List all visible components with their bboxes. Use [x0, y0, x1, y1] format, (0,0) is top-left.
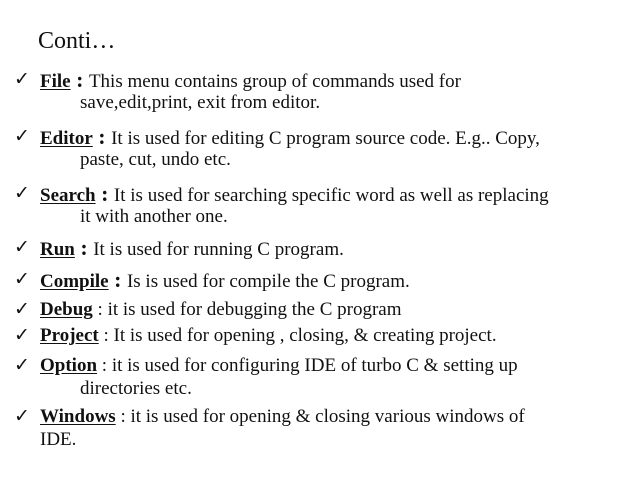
checkmark-icon: ✓ — [14, 125, 30, 147]
bullet-text: It is used for searching specific word as well as replacing — [113, 185, 549, 206]
checkmark-icon: ✓ — [14, 268, 30, 290]
bullet-text: This menu contains group of commands used for — [88, 71, 461, 92]
checkmark-icon: ✓ — [14, 182, 30, 204]
checkmark-icon: ✓ — [14, 68, 30, 90]
checkmark-icon: ✓ — [14, 405, 30, 427]
bullet-term: Run — [40, 239, 75, 260]
bullet-text-continued: it with another one. — [80, 206, 228, 227]
bullet-text-continued: directories etc. — [80, 378, 192, 399]
bullet-term: Search — [40, 185, 96, 206]
bullet-separator: : — [108, 267, 127, 292]
bullet-text-continued: save,edit,print, exit from editor. — [80, 92, 321, 113]
bullet-term: Debug — [40, 299, 93, 320]
bullet-term: Windows — [40, 406, 116, 427]
bullet-separator: : — [74, 235, 94, 260]
bullet-term: Project — [40, 325, 99, 346]
checkmark-icon: ✓ — [14, 354, 30, 376]
bullet-text-continued: paste, cut, undo etc. — [80, 149, 231, 170]
bullet-separator: : — [92, 299, 108, 320]
bullet-separator: : — [95, 181, 114, 206]
bullet-text-continued: IDE. — [40, 429, 77, 450]
checkmark-icon: ✓ — [14, 236, 30, 258]
bullet-text: Is is used for compile the C program. — [126, 271, 410, 292]
bullet-text: It is used for running C program. — [93, 239, 344, 260]
bullet-separator: : — [70, 67, 89, 92]
checkmark-icon: ✓ — [14, 298, 30, 320]
bullet-text: It is used for opening , closing, & creating project. — [113, 325, 497, 346]
bullet-term: Compile — [40, 271, 109, 292]
bullet-term: Option — [40, 355, 98, 376]
bullet-term: File — [40, 71, 71, 92]
bullet-separator: : — [92, 124, 112, 149]
bullet-separator: : — [115, 406, 131, 427]
checkmark-icon: ✓ — [14, 324, 30, 346]
bullet-term: Editor — [40, 128, 93, 149]
slide-title: Conti… — [38, 28, 116, 54]
bullet-text: It is used for editing C program source code. E.g.. Copy, — [111, 128, 540, 149]
bullet-text: it is used for configuring IDE of turbo C & setting up — [111, 355, 518, 376]
bullet-text: it is used for debugging the C program — [107, 299, 402, 320]
bullet-text: it is used for opening & closing various windows of — [130, 406, 525, 427]
bullet-separator: : — [98, 325, 114, 346]
bullet-separator: : — [97, 355, 112, 376]
